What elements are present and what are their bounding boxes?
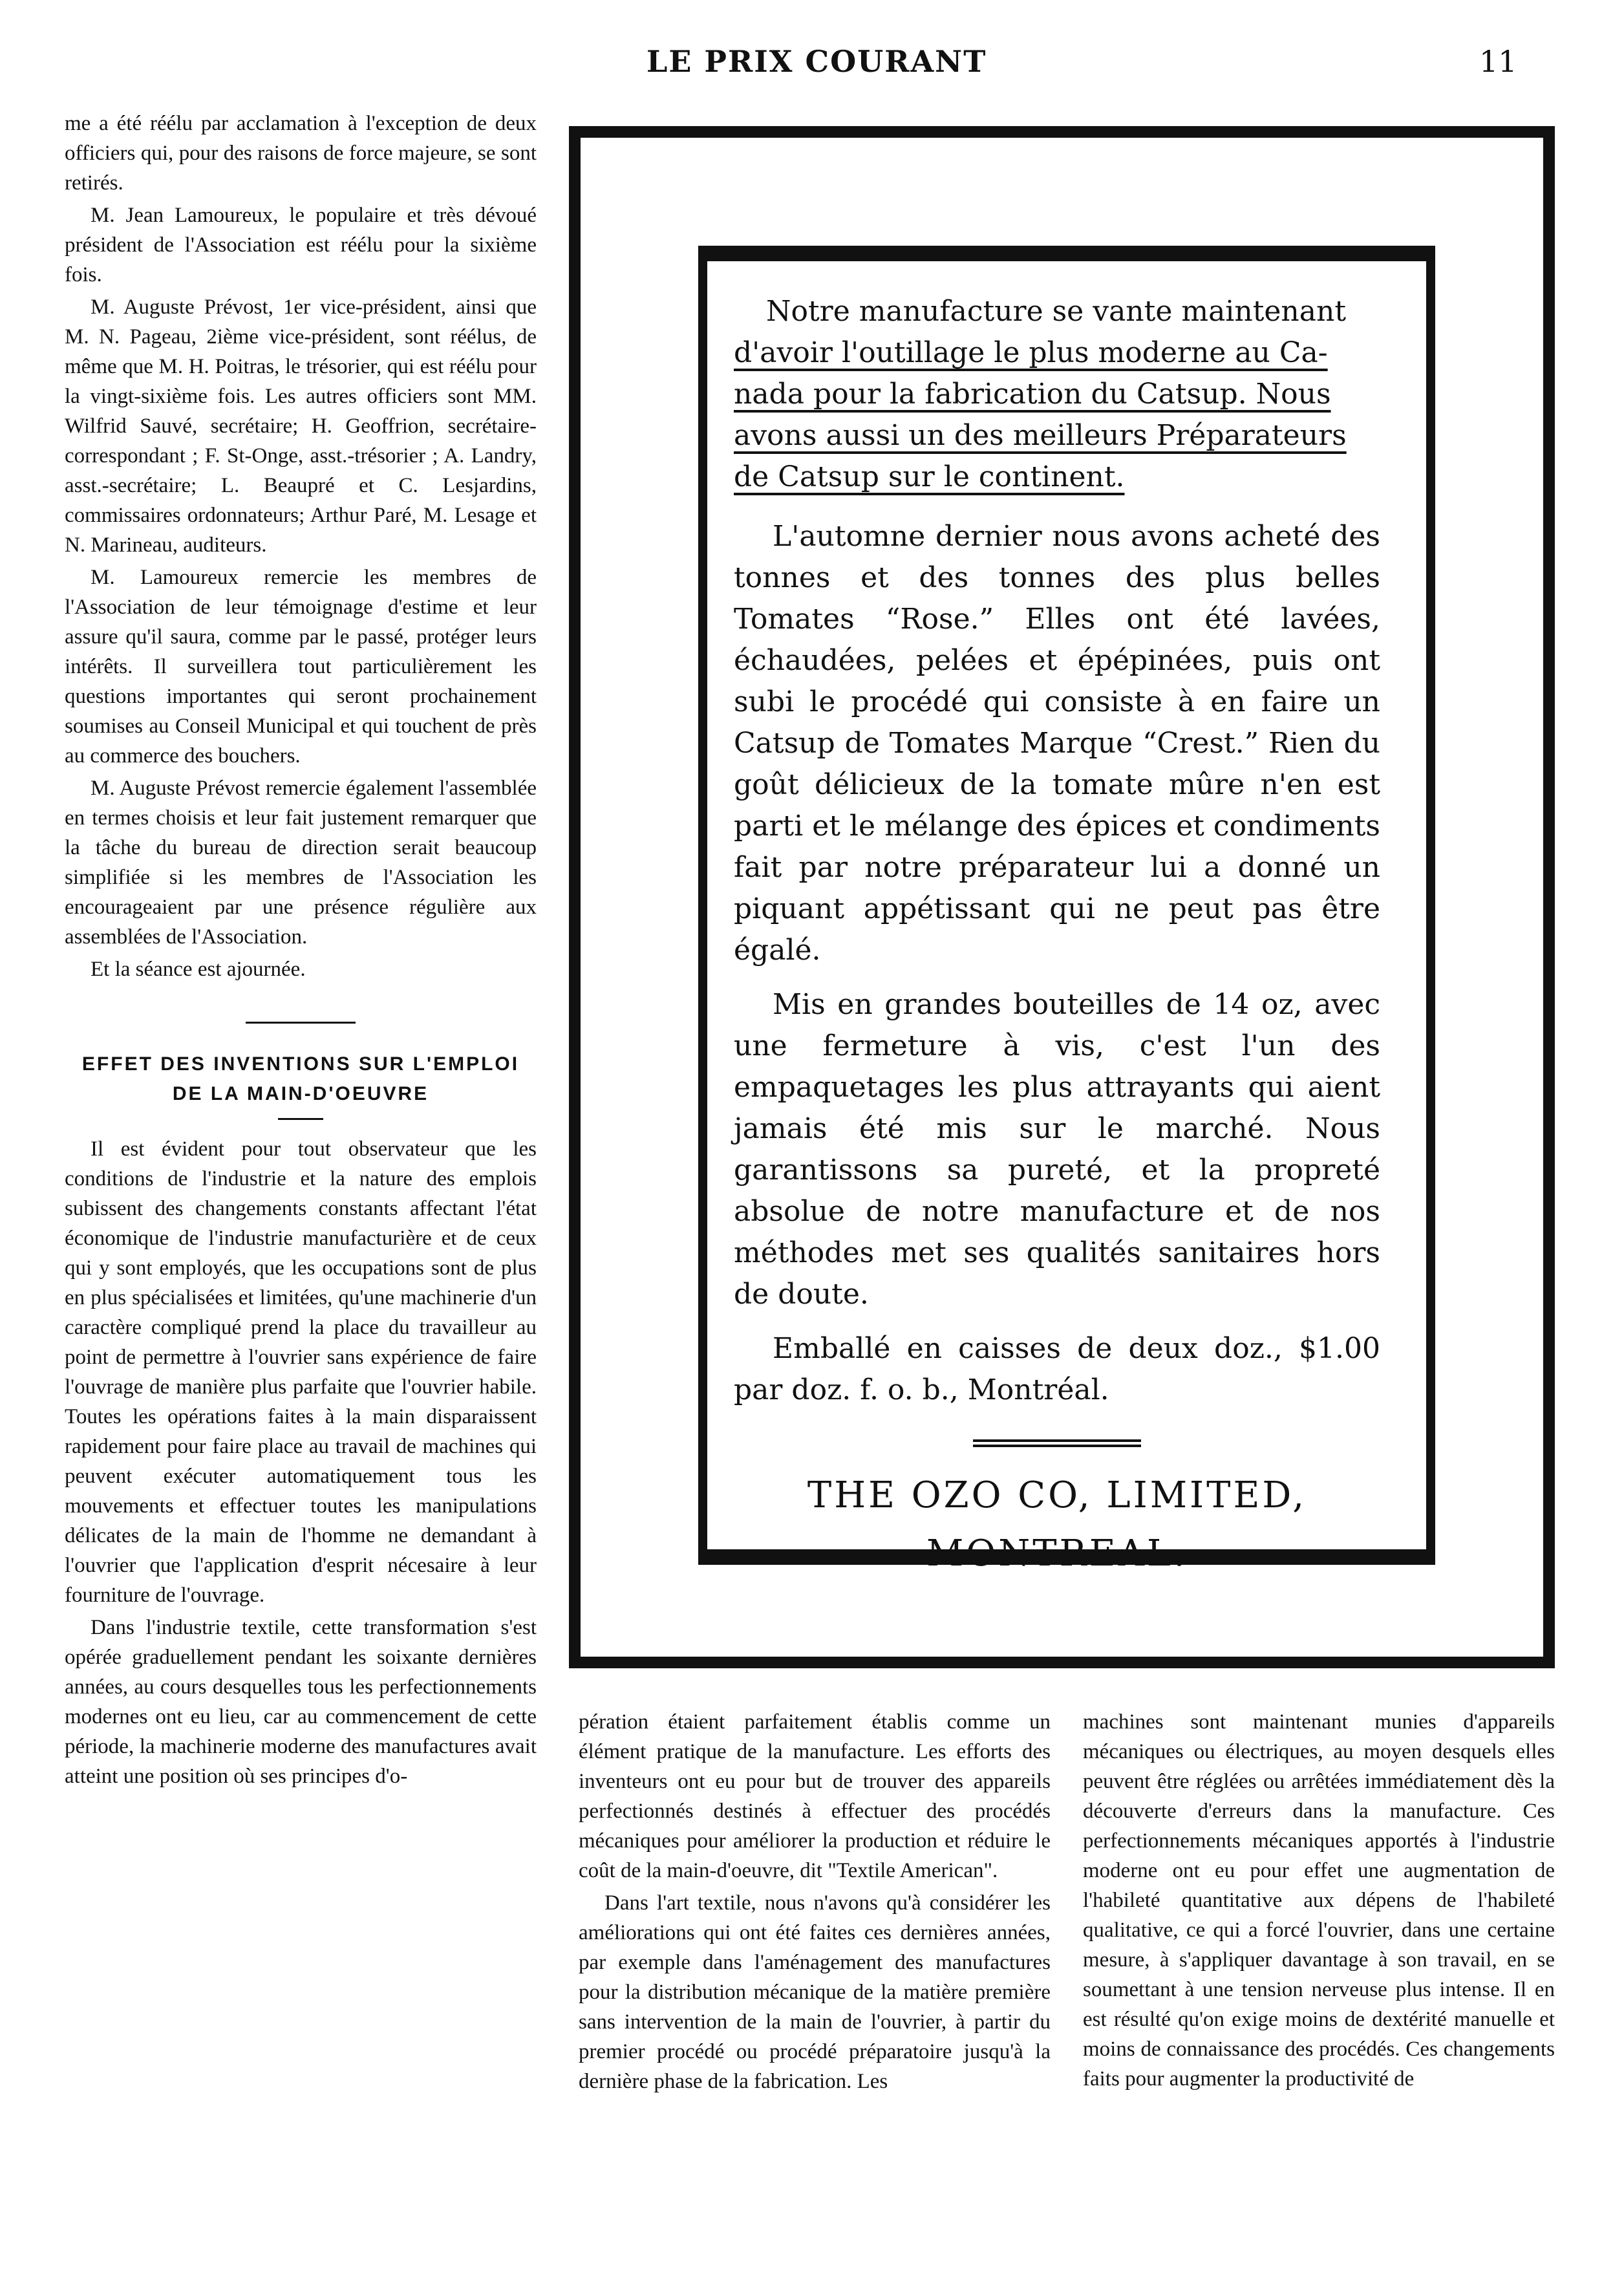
ad-intro-line: nada pour la fabrication du Catsup. Nous (734, 378, 1331, 411)
ad-paragraph: Emballé en caisses de deux doz., $1.00 par doz. f. o. b., Montréal. (734, 1332, 1380, 1406)
left-column (65, 109, 537, 1791)
section-divider (246, 1022, 356, 1024)
page-header-title: LE PRIX COURANT (646, 44, 987, 79)
left-paragraph: me a été réélu par acclamation à l'exception de deux officiers qui, pour des raisons de force majeure, se sont retirés. (65, 112, 537, 195)
ad-intro-line: Notre manufacture se vante maintenant (766, 295, 1347, 328)
heading-underline (278, 1118, 323, 1120)
right-column (1083, 1707, 1555, 2094)
ad-intro (734, 291, 1380, 498)
ad-paragraph: Mis en grandes bouteilles de 14 oz, avec une fermeture à vis, c'est l'un des empaquetages les plus attrayants qui aient jamais été mis sur le marché. Nous garantissons sa pureté, et la propreté absolue de notre manufacture et de nos méthodes met ses qualités sanitaires hors de doute. (734, 988, 1380, 1311)
article-heading: EFFET DES INVENTIONS SUR L'EMPLOI DE LA MAIN-D'OEUVRE (81, 1053, 520, 1104)
middle-column (579, 1707, 1051, 2096)
ad-company-name: THE OZO CO, LIMITED, (807, 1474, 1307, 1516)
left-paragraph: Il est évident pour tout observateur que les conditions de l'industrie et la nature des emplois subissent des changements constants affectant l'état économique de l'industrie manufacturière et de ceux qui y sont employés, que les occupations sont de plus en plus spécialisées et limitées, qu'une machinerie d'un caractère compliqué prend la place du travailleur au point de permettre à l'ouvrier sans expérience de faire l'ouvrage de manière plus parfaite que l'ouvrier habile. Toutes les opérations faites à la main disparaissent rapidement pour faire place au travail de machines qui peuvent exécuter automatiquement tous les mouvements et effectuer toutes les manipulations délicates de la main de l'homme ne demandant à l'ouvrier que l'application d'esprit nécesaire à leur fourniture de l'ouvrage. (65, 1137, 537, 1607)
page-number: 11 (1479, 44, 1517, 79)
left-paragraph: M. Auguste Prévost remercie également l'assemblée en termes choisis et leur fait justement remarquer que la tâche du bureau de direction serait beaucoup simplifiée si les membres de l'Association les encourageaient par une présence régulière aux assemblées de l'Association. (65, 777, 537, 949)
left-paragraph: Dans l'industrie textile, cette transformation s'est opérée graduellement pendant les soixante dernières années, au cours desquelles tous les perfectionnements modernes ont eu lieu, car au commencement de cette période, la machinerie moderne des manufactures avait atteint une position où ses principes d'o- (65, 1616, 537, 1788)
middle-paragraph: pération étaient parfaitement établis comme un élément pratique de la manufacture. Les efforts des inventeurs ont eu pour but de trouver des appareils perfectionnés destinés à effectuer des procédés mécaniques pour améliorer la production et réduire le coût de la main-d'oeuvre, dit "Textile American". (579, 1710, 1051, 1882)
left-paragraph: M. Auguste Prévost, 1er vice-président, ainsi que M. N. Pageau, 2ième vice-président, sont réélus, de même que M. H. Poitras, le trésorier, qui est réélu pour la vingt-sixième fois. Les autres officiers sont MM. Wilfrid Sauvé, secrétaire; H. Geoffrion, secrétaire-correspondant ; F. St-Onge, asst.-trésorier ; A. Landry, asst.-secrétaire; L. Beaupré et C. Lesjardins, commissaires ordonnateurs; Arthur Paré, M. Lesage et N. Marineau, auditeurs. (65, 296, 537, 557)
advertisement-text (734, 291, 1380, 1583)
ad-company-city: MONTREAL. (926, 1532, 1188, 1575)
middle-paragraph: Dans l'art textile, nous n'avons qu'à considérer les améliorations qui ont été faites ces dernières années, par exemple dans l'aménagement des manufactures pour la distribution mécanique de la matière première sans intervention de la main de l'ouvrier, à partir du premier procédé ou procédé préparatoire jusqu'à la dernière phase de la fabrication. Les (579, 1891, 1051, 2093)
left-paragraph: Et la séance est ajournée. (91, 958, 306, 981)
ad-double-rule (973, 1439, 1141, 1447)
left-paragraph: M. Lamoureux remercie les membres de l'Association de leur témoignage d'estime et leur assure qu'il saura, comme par le passé, protéger leurs intérêts. Il surveillera tout particulièrement les questions importantes qui seront prochainement soumises au Conseil Municipal et qui touchent de près au commerce des bouchers. (65, 566, 537, 768)
ad-intro-line: de Catsup sur le continent. (734, 460, 1125, 493)
ad-intro-line: avons aussi un des meilleurs Préparateurs (734, 419, 1347, 452)
ad-paragraph: L'automne dernier nous avons acheté des tonnes et des tonnes des plus belles Tomates “Rose.” Elles ont été lavées, échaudées, pelées et épépinées, puis ont subi le procédé qui consiste à en faire un Catsup de Tomates Marque “Crest.” Rien du goût délicieux de la tomate mûre n'en est parti et le mélange des épices et condiments fait par notre préparateur lui a donné un piquant appétissant qui ne peut pas être égalé. (734, 520, 1380, 967)
right-paragraph: machines sont maintenant munies d'appareils mécaniques ou électriques, au moyen desquels elles peuvent être réglées ou arrêtées immédiatement dès la découverte d'erreurs dans la manufacture. Ces perfectionnements mécaniques apportés à l'industrie moderne ont eu pour effet une augmentation de l'habileté quantitative aux dépens de l'habileté qualitative, ce qui a forcé l'ouvrier, dans une certaine mesure, à s'appliquer davantage à son travail, en se soumettant à une tension nerveuse plus intense. Il en est résulté qu'on exige moins de dextérité manuelle et moins de connaissance des procédés. Ces changements faits pour augmenter la productivité de (1083, 1710, 1555, 2091)
ad-intro-line: d'avoir l'outillage le plus moderne au Ca- (734, 336, 1328, 369)
left-paragraph: M. Jean Lamoureux, le populaire et très dévoué président de l'Association est réélu pour la sixième fois. (65, 204, 537, 286)
